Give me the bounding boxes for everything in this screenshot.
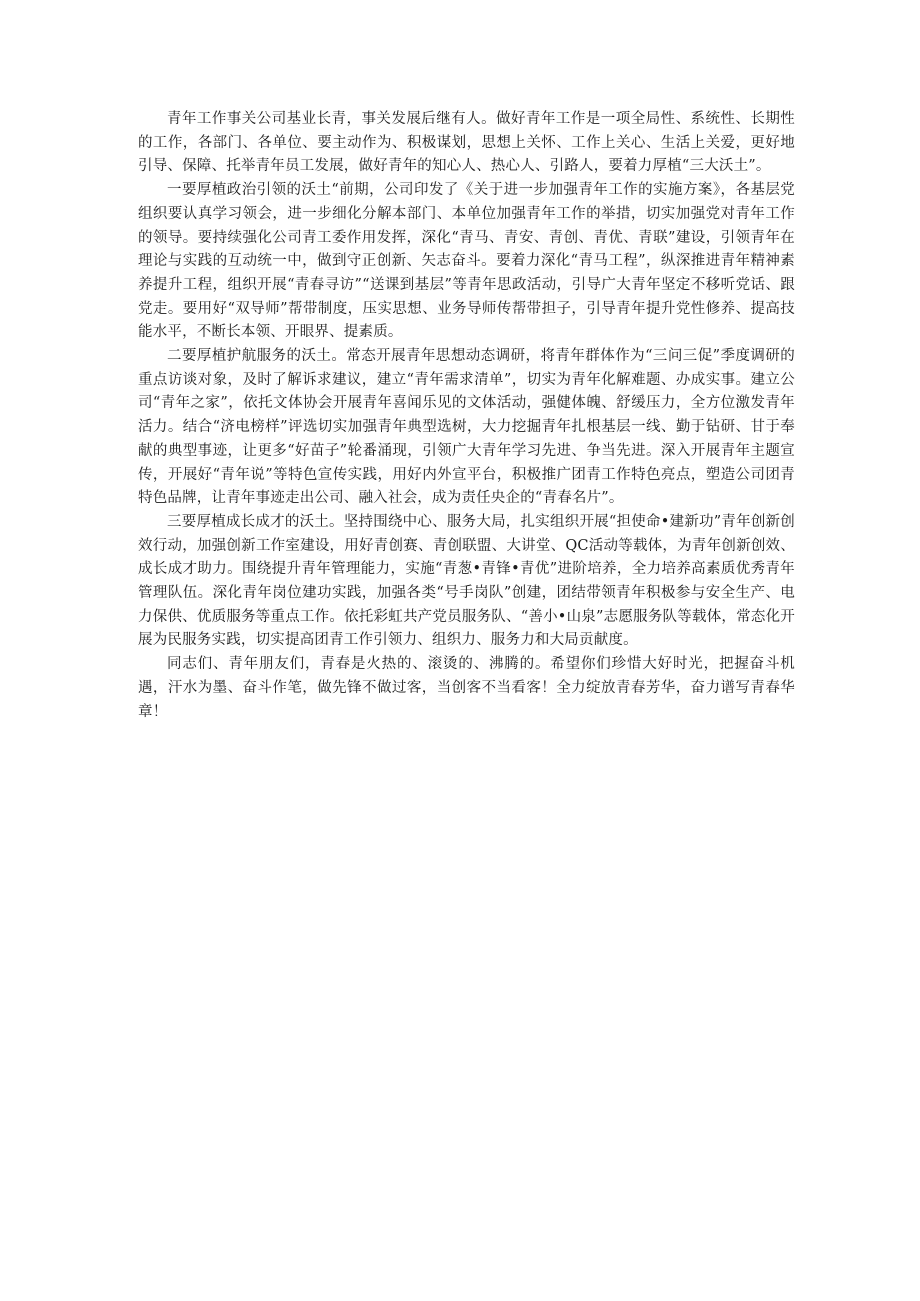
document-body (138, 108, 795, 724)
paragraph-political-guidance: 一要厚植政治引领的沃土“前期，公司印发了《关于进一步加强青年工作的实施方案》，各基层党组织要认真学习领会，进一步细化分解本部门、本单位加强青年工作的举措，切实加强党对青年工作的领导。要持续强化公司青工委作用发挥，深化“青马、青安、青创、青优、青联”建设，引领青年在理论与实践的互动统一中，做到守正创新、矢志奋斗。要着力深化“青马工程”，纵深推进青年精神素养提升工程，组织开展“青春寻访”“送课到基层”等青年思政活动，引导广大青年坚定不移听党话、跟党走。要用好“双导师”帮带制度，压实思想、业务导师传帮带担子，引导青年提升党性修养、提高技能水平，不断长本领、开眼界、提素质。 (138, 182, 795, 341)
paragraph-service-support: 二要厚植护航服务的沃土。常态开展青年思想动态调研，将青年群体作为“三问三促”季度调研的重点访谈对象，及时了解诉求建议，建立“青年需求清单”，切实为青年化解难题、办成实事。建立公司“青年之家”，依托文体协会开展青年喜闻乐见的文体活动，强健体魄、舒缓压力，全方位激发青年活力。结合“济电榜样”评选切实加强青年典型选树，大力挖掘青年扎根基层一线、勤于钻研、甘于奉献的典型事迹，让更多“好苗子”轮番涌现，引领广大青年学习先进、争当先进。深入开展青年主题宣传，开展好“青年说”等特色宣传实践，用好内外宣平台，积极推广团青工作特色亮点，塑造公司团青特色品牌，让青年事迹走出公司、融入社会，成为责任央企的“青春名片”。 (138, 348, 795, 507)
paragraph-intro: 青年工作事关公司基业长青，事关发展后继有人。做好青年工作是一项全局性、系统性、长期性的工作，各部门、各单位、要主动作为、积极谋划，思想上关怀、工作上关心、生活上关爱，更好地引导、保障、托举青年员工发展，做好青年的知心人、热心人、引路人，要着力厚植“三大沃土”。 (138, 111, 795, 175)
paragraph-closing: 同志们、青年朋友们，青春是火热的、滚烫的、沸腾的。希望你们珍惜大好时光，把握奋斗机遇，汗水为墨、奋斗作笔，做先锋不做过客，当创客不当看客！全力绽放青春芳华，奋力谱写青春华章！ (138, 656, 795, 720)
paragraph-growth-talent: 三要厚植成长成才的沃土。坚持围绕中心、服务大局，扎实组织开展“担使命•建新功”青年创新创效行动，加强创新工作室建设，用好青创赛、青创联盟、大讲堂、QC活动等载体，为青年创新创效、成长成才助力。围绕提升青年管理能力，实施“青葱•青锋•青优”进阶培养，全力培养高素质优秀青年管理队伍。深化青年岗位建功实践，加强各类“号手岗队”创建，团结带领青年积极参与安全生产、电力保供、优质服务等重点工作。依托彩虹共产党员服务队、“善小•山泉”志愿服务队等载体，常态化开展为民服务实践，切实提高团青工作引领力、组织力、服务力和大局贡献度。 (138, 513, 795, 649)
